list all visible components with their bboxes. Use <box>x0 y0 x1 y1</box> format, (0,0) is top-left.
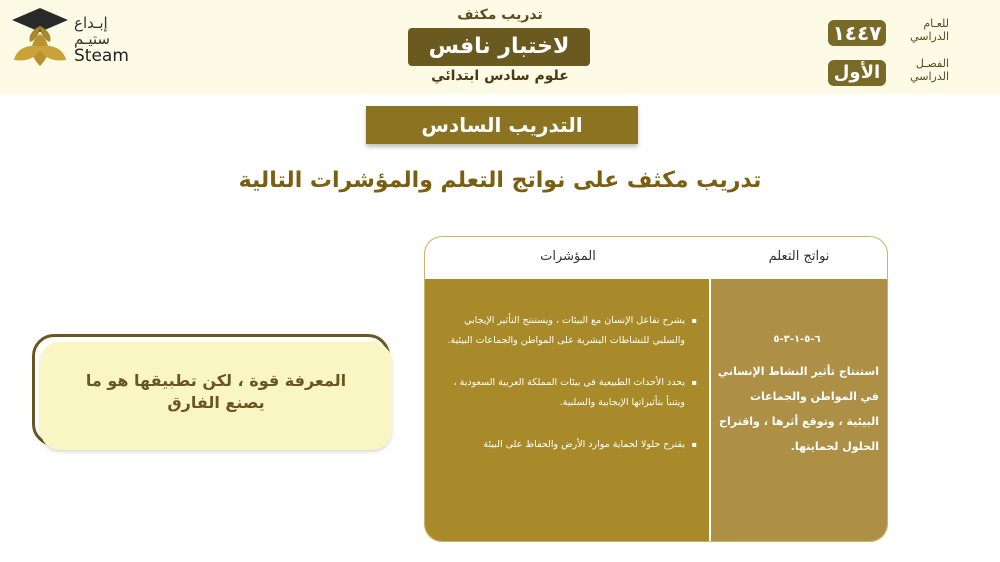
header-main-title: لاختبار نافس <box>408 28 590 66</box>
semester-badge: الأول <box>828 60 886 86</box>
indicator-item: ▪ يشرح تفاعل الإنسان مع البيئات ، ويستنتج التأثير الإيجابي والسلبي للنشاطات البشرية على المواطن والجماعات البيئية. <box>447 311 697 351</box>
quote-line-1: المعرفة قوة ، لكن تطبيقها هو ما <box>85 371 347 390</box>
year-label <box>889 18 949 43</box>
page-heading: تدريب مكثف على نواتج التعلم والمؤشرات التالية <box>238 168 762 193</box>
semester-label-line-2: الدراسي <box>910 69 949 83</box>
quote-text <box>40 370 392 414</box>
year-badge: ١٤٤٧ <box>828 20 886 46</box>
logo-line-2: ستيـم <box>74 29 110 48</box>
training-banner: التدريب السادس <box>366 106 638 144</box>
outcome-text: استنتاج تأثير النشاط الإنساني في المواطن والجماعات البيئية ، وتوقع أثرها ، واقتراح الحلول لحمايتها. <box>717 365 879 453</box>
column-header-outcomes: نواتج التعلم <box>711 237 888 277</box>
indicators-list <box>447 311 697 477</box>
outcome-code: ٦-٥-١-٣-٥ <box>773 334 821 345</box>
semester-label <box>889 58 949 83</box>
header-subtitle: علوم سادس ابتدائي <box>431 68 569 84</box>
year-label-line-1: للعـام <box>923 17 949 30</box>
header-bar <box>0 0 1000 94</box>
indicator-item: ▪ يحدد الأحداث الطبيعية في بيئات المملكة العربية السعودية ، ويتنبأ بتأثيراتها الإيجابية والسلبية. <box>447 373 697 413</box>
logo-line-3: Steam <box>74 45 129 66</box>
semester-label-line-1: الفصـل <box>915 57 949 70</box>
quote-line-2: يصنع الفارق <box>167 393 265 412</box>
header-top-title: تدريب مكثف <box>457 7 543 23</box>
indicators-cell <box>425 279 709 541</box>
column-header-indicators: المؤشرات <box>540 249 596 264</box>
outcomes-table <box>424 236 888 542</box>
logo-text <box>74 16 129 65</box>
logo-line-1: إبـداع <box>74 14 108 32</box>
outcomes-cell <box>711 279 887 541</box>
indicator-item: ▪ يقترح حلولا لحماية موارد الأرض والحفاظ على البيئة <box>447 435 697 455</box>
year-label-line-2: الدراسي <box>910 29 949 43</box>
